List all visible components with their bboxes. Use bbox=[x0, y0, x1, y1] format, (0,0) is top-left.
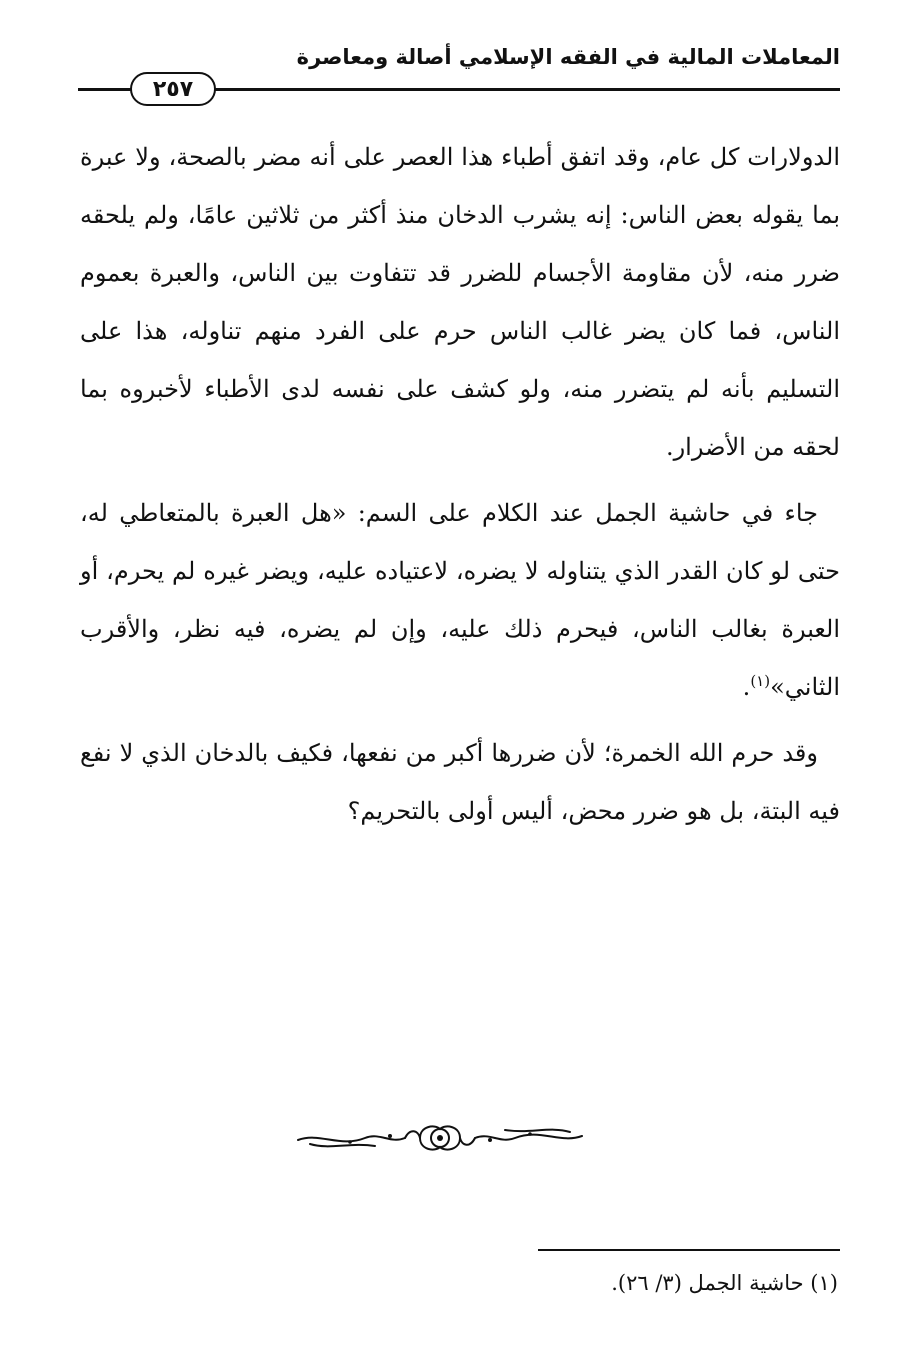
paragraph-2-end: . bbox=[742, 673, 751, 701]
running-header-title: المعاملات المالية في الفقه الإسلامي أصالة ومعاصرة bbox=[296, 45, 840, 69]
page-number: ٢٥٧ bbox=[130, 72, 216, 106]
paragraph-3: وقد حرم الله الخمرة؛ لأن ضررها أكبر من نفعها، فكيف بالدخان الذي لا نفع فيه البتة، بل هو ضرر محض، أليس أولى بالتحريم؟ bbox=[80, 739, 840, 825]
paragraph-2-text: جاء في حاشية الجمل عند الكلام على السم: «هل العبرة بالمتعاطي له، حتى لو كان القدر الذي يتناوله لا يضره، لاعتياده عليه، ويضر غيره لم يحرم، أو العبرة بغالب الناس، فيحرم ذلك عليه، وإن لم يضره، فيه نظر، والأقرب الثاني» bbox=[80, 499, 840, 701]
footnote: (١) حاشية الجمل (٣/ ٢٦). bbox=[611, 1271, 838, 1295]
paragraph-1: الدولارات كل عام، وقد اتفق أطباء هذا العصر على أنه مضر بالصحة، ولا عبرة بما يقوله بعض الناس: إنه يشرب الدخان منذ أكثر من ثلاثين عامًا، ولم يلحقه ضرر منه، لأن مقاومة الأجسام للضرر قد تتفاوت بين الناس، والعبرة بعموم الناس، فما كان يضر غالب الناس حرم على الفرد منهم تناوله، هذا على التسليم بأنه لم يتضرر منه، ولو كشف على نفسه لدى الأطباء لأخبروه بما لحقه من الأضرار. bbox=[80, 143, 840, 461]
decorative-divider-icon bbox=[290, 1118, 590, 1158]
footnote-reference: (١) bbox=[750, 672, 771, 690]
main-text bbox=[80, 128, 840, 848]
footnote-rule bbox=[538, 1249, 840, 1251]
paragraph-2 bbox=[80, 484, 840, 716]
